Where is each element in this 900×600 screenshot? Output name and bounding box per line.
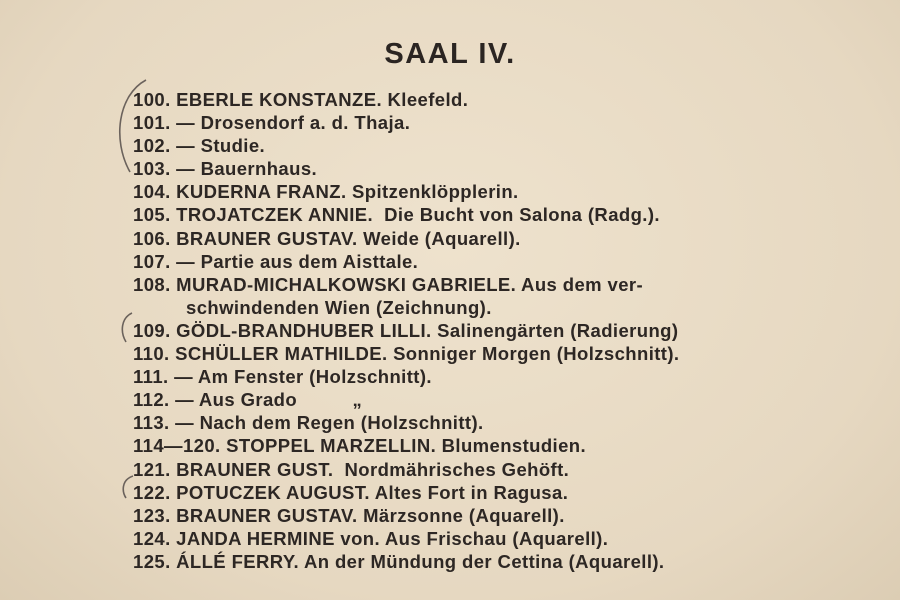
list-item: 121. BRAUNER GUST. Nordmährisches Gehöft.	[133, 458, 570, 480]
list-item: 100. EBERLE KONSTANZE. Kleefeld.	[133, 89, 469, 110]
list-item: 105. TROJATCZEK ANNIE. Die Bucht von Salona (Radg.).	[133, 204, 660, 226]
list-item: 123. BRAUNER GUSTAV. Märzsonne (Aquarell).	[133, 504, 565, 526]
list-item: 122. POTUCZEK AUGUST. Altes Fort in Ragusa.	[133, 481, 569, 503]
list-item: 112. — Aus Grado „	[133, 389, 363, 411]
list-item: 124. JANDA HERMINE von. Aus Frischau (Aquarell).	[133, 527, 609, 549]
catalogue-list	[133, 88, 833, 573]
list-item: 104. KUDERNA FRANZ. Spitzenklöpplerin.	[133, 181, 519, 203]
list-item: 125. ÁLLÉ FERRY. An der Mündung der Cettina (Aquarell).	[133, 550, 665, 572]
list-item: 113. — Nach dem Regen (Holzschnitt).	[133, 412, 484, 434]
list-item: 110. SCHÜLLER MATHILDE. Sonniger Morgen (Holzschnitt).	[133, 343, 680, 365]
list-item: 111. — Am Fenster (Holzschnitt).	[133, 366, 432, 388]
list-item: 114—120. STOPPEL MARZELLIN. Blumenstudien.	[133, 435, 587, 457]
page-title: SAAL IV.	[384, 38, 516, 70]
list-item: 101. — Drosendorf a. d. Thaja.	[133, 112, 411, 134]
list-item: 107. — Partie aus dem Aisttale.	[133, 250, 419, 272]
list-item: 108. MURAD-MICHALKOWSKI GABRIELE. Aus dem ver-	[133, 273, 644, 295]
list-item: 102. — Studie.	[133, 135, 266, 157]
list-item-continuation: schwindenden Wien (Zeichnung).	[186, 296, 492, 318]
list-item: 109. GÖDL-BRANDHUBER LILLI. Salinengärten (Radierung)	[133, 319, 679, 341]
list-item: 106. BRAUNER GUSTAV. Weide (Aquarell).	[133, 227, 521, 249]
list-item: 103. — Bauernhaus.	[133, 158, 318, 180]
